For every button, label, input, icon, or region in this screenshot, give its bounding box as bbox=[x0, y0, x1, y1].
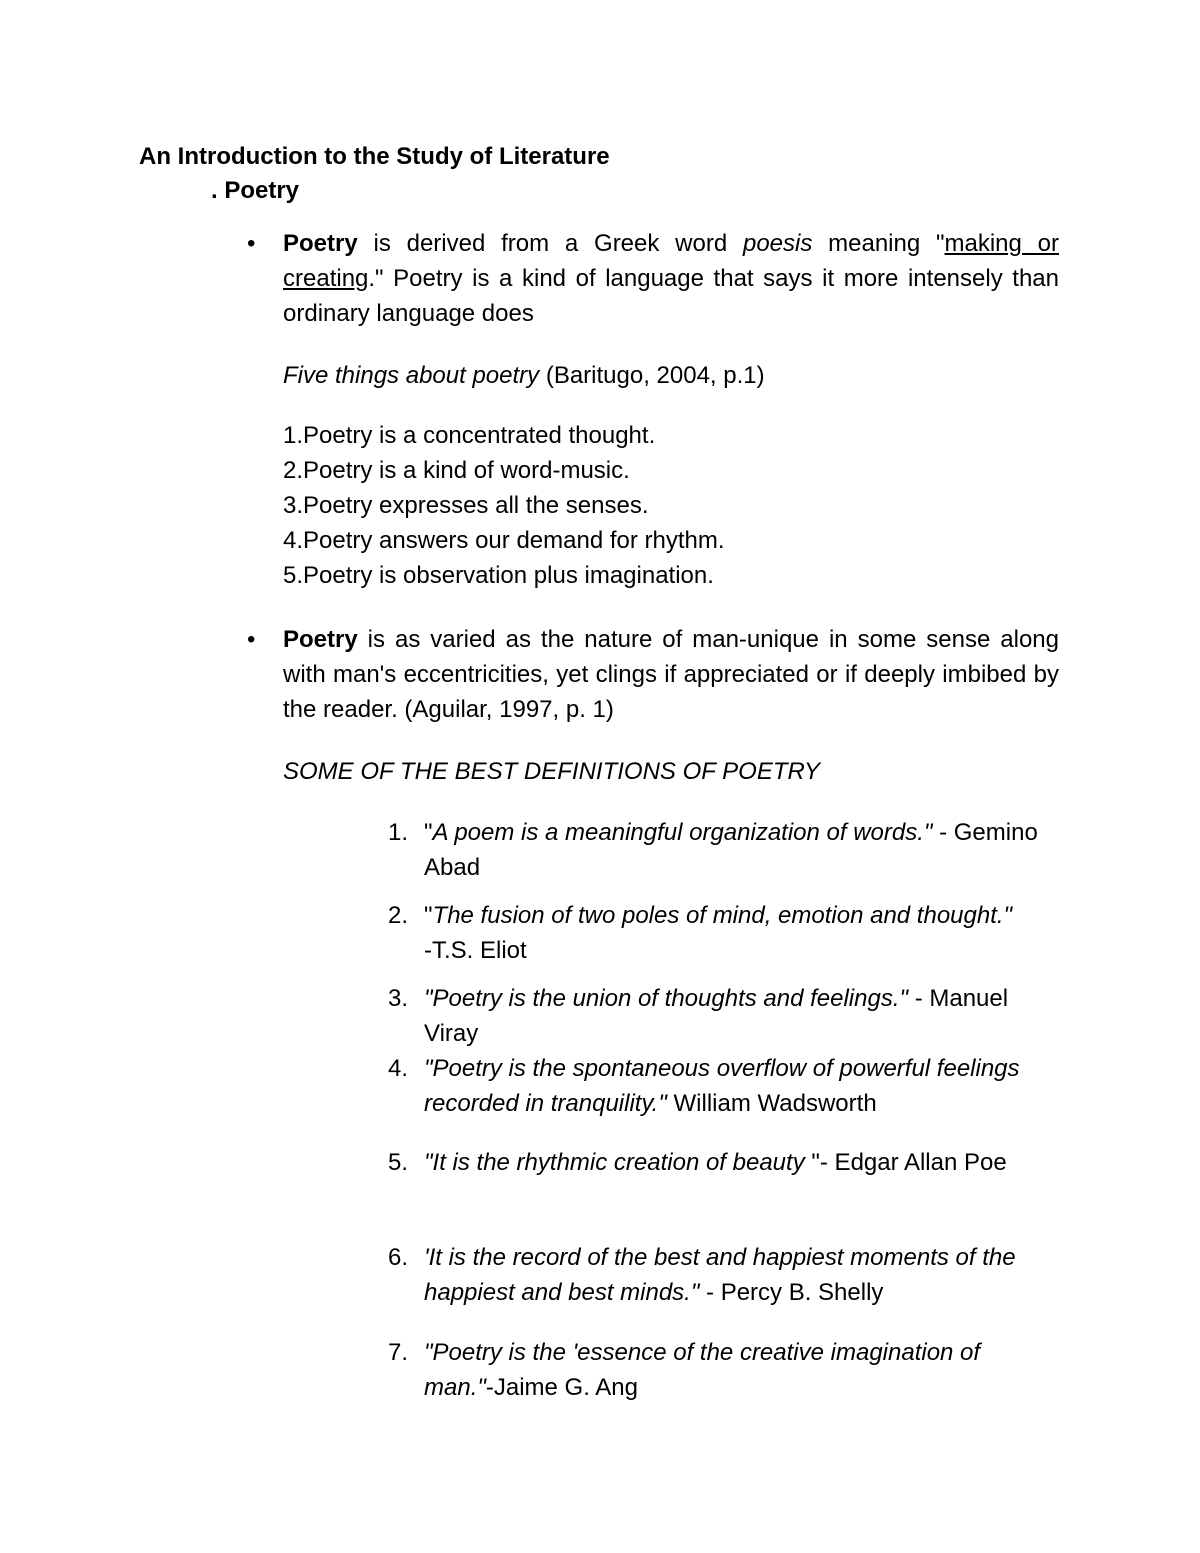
definition-quote: "Poetry is the 'essence of the creative imagination of man." bbox=[424, 1339, 981, 1401]
list-item: 5.Poetry is observation plus imagination. bbox=[283, 562, 714, 589]
definition-quote: "Poetry is the spontaneous overflow of powerful feelings recorded in tranquility." bbox=[424, 1055, 1020, 1117]
definition-attribution: "- Edgar Allan Poe bbox=[811, 1149, 1007, 1176]
definition-number: 6. bbox=[388, 1244, 409, 1271]
definition-number: 2. bbox=[388, 902, 409, 929]
definition-attribution: - Manuel Viray bbox=[424, 985, 1009, 1047]
list-item: 2.Poetry is a kind of word-music. bbox=[283, 457, 630, 484]
definition-text bbox=[424, 1335, 1054, 1405]
bullet-text: ." Poetry is a kind of language that says it more intensely than ordinary language does bbox=[283, 265, 1059, 327]
definition-attribution: William Wadsworth bbox=[666, 1090, 877, 1117]
definition-number: 7. bbox=[388, 1339, 409, 1366]
greek-word: poesis bbox=[742, 230, 813, 257]
bullet-term: Poetry bbox=[283, 230, 358, 257]
definition-text bbox=[424, 898, 1014, 968]
definition-number: 5. bbox=[388, 1149, 409, 1176]
definition-quote: 'It is the record of the best and happiest moments of the happiest and best minds." bbox=[424, 1244, 1016, 1306]
meaning-phrase: making or creating bbox=[283, 230, 1059, 292]
five-things-citation: (Baritugo, 2004, p.1) bbox=[539, 362, 765, 389]
definition-quote: "Poetry is the union of thoughts and feelings." bbox=[424, 985, 909, 1012]
quote-mark: " bbox=[424, 902, 433, 929]
definition-number: 1. bbox=[388, 819, 409, 846]
definition-text bbox=[424, 1145, 1054, 1180]
definition-number: 4. bbox=[388, 1055, 409, 1082]
definitions-heading: SOME OF THE BEST DEFINITIONS OF POETRY bbox=[283, 758, 820, 785]
bullet-paragraph-variety bbox=[247, 622, 1059, 727]
definition-quote: A poem is a meaningful organization of words." bbox=[432, 819, 933, 846]
bullet-text: meaning " bbox=[812, 230, 945, 257]
definition-quote: "It is the rhythmic creation of beauty bbox=[424, 1149, 812, 1176]
definition-attribution: -Jaime G. Ang bbox=[485, 1374, 638, 1401]
five-things-heading bbox=[283, 358, 765, 393]
bullet-icon: • bbox=[247, 230, 256, 257]
bullet-text: is derived from a Greek word bbox=[357, 230, 743, 257]
list-item: 1.Poetry is a concentrated thought. bbox=[283, 422, 656, 449]
five-things-heading-italic: Five things about poetry bbox=[283, 362, 540, 389]
definition-text bbox=[424, 1240, 1074, 1310]
definition-attribution: - Percy B. Shelly bbox=[699, 1279, 884, 1306]
definition-text bbox=[424, 1051, 1064, 1121]
list-item: 4.Poetry answers our demand for rhythm. bbox=[283, 527, 725, 554]
document-title: An Introduction to the Study of Literature bbox=[139, 143, 610, 170]
bullet-icon: • bbox=[247, 626, 256, 653]
definition-text bbox=[424, 815, 1074, 885]
definition-text bbox=[424, 981, 1014, 1051]
list-item: 3.Poetry expresses all the senses. bbox=[283, 492, 649, 519]
bullet-text: is as varied as the nature of man-unique in some sense along with man's eccentricities, yet clings if appreciated or if deeply imbibed by the reader. (Aguilar, 1997, p. 1) bbox=[283, 626, 1059, 723]
definition-number: 3. bbox=[388, 985, 409, 1012]
definition-attribution: -T.S. Eliot bbox=[424, 937, 527, 964]
bullet-paragraph-etymology bbox=[247, 226, 1059, 331]
definition-attribution: - Gemino Abad bbox=[424, 819, 1038, 881]
quote-mark: " bbox=[424, 819, 433, 846]
bullet-term: Poetry bbox=[283, 626, 358, 653]
definition-quote: The fusion of two poles of mind, emotion and thought." bbox=[432, 902, 1013, 929]
five-things-list bbox=[283, 418, 725, 593]
section-heading: . Poetry bbox=[211, 177, 300, 204]
